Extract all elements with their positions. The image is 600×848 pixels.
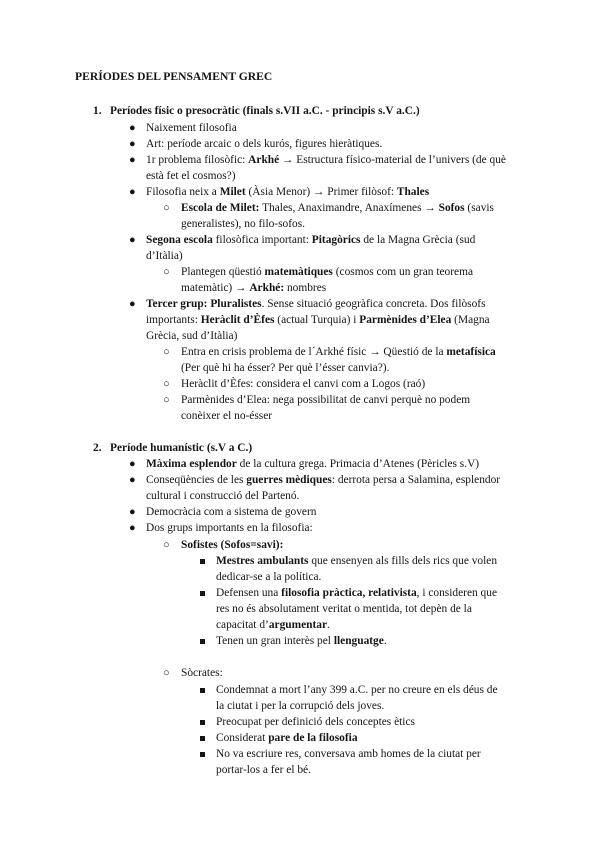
list-item-continuation: importants: Heràclit d’Èfes (actual Turquia) i Parmènides d’Elea (Magna — [146, 314, 490, 326]
bullet-dot: ● — [129, 138, 136, 150]
bullet-circle: ○ — [163, 667, 170, 679]
list-item: Segona escola filosòfica important: Pitagòrics de la Magna Grècia (sud — [146, 234, 476, 246]
list-item: Sòcrates: — [181, 667, 223, 679]
list-item: Sofistes (Sofos=savi): — [181, 539, 284, 551]
bullet-square — [200, 559, 205, 564]
list-item-continuation: generalistes), no filo-sofos. — [181, 218, 306, 230]
list-item: Dos grups importants en la filosofia: — [146, 522, 313, 534]
list-item: Mestres ambulants que ensenyen als fills dels rics que volen — [216, 555, 498, 567]
bullet-square — [200, 639, 205, 644]
list-item-continuation: (Per què hi ha ésser? Per què l’ésser canvia?). — [181, 362, 390, 374]
list-item: Conseqüències de les guerres mèdiques: derrota persa a Salamina, esplendor — [146, 474, 501, 486]
list-item: Democràcia com a sistema de govern — [146, 506, 317, 518]
bullet-circle: ○ — [163, 378, 170, 390]
list-item-continuation: matemàtic) → Arkhé: nombres — [181, 282, 327, 294]
list-item: 1r problema filosòfic: Arkhé → Estructura físico-material de l’univers (de què — [146, 154, 506, 166]
page-title: PERÍODES DEL PENSAMENT GREC — [75, 70, 273, 83]
list-item-continuation: la ciutat i per la corrupció dels joves. — [216, 700, 385, 712]
bullet-square — [200, 752, 205, 757]
section-2-number: 2. — [93, 442, 102, 454]
list-item: Plantegen qüestió matemàtiques (cosmos com un gran teorema — [181, 266, 473, 278]
bullet-dot: ● — [129, 122, 136, 134]
list-item: Defensen una filosofia pràctica, relativista, i consideren que — [216, 587, 497, 599]
bullet-circle: ○ — [163, 266, 170, 278]
list-item: Màxima esplendor de la cultura grega. Primacia d’Atenes (Pèricles s.V) — [146, 458, 480, 470]
list-item-continuation: està fet el cosmos?) — [146, 170, 236, 182]
list-item: Tenen un gran interès pel llenguatge. — [216, 635, 387, 647]
list-item-continuation: capacitat d’argumentar. — [216, 619, 330, 631]
bullet-dot: ● — [129, 522, 136, 534]
bullet-square — [200, 688, 205, 693]
bullet-dot: ● — [129, 506, 136, 518]
list-item: Filosofia neix a Milet (Àsia Menor) → Primer filòsof: Thales — [146, 186, 430, 198]
list-item-continuation: portar-los a fer el bé. — [216, 764, 311, 776]
bullet-dot: ● — [129, 186, 136, 198]
list-item: No va escriure res, conversava amb homes de la ciutat per — [216, 748, 481, 760]
bullet-circle: ○ — [163, 202, 170, 214]
section-1-number: 1. — [93, 105, 102, 117]
list-item-continuation: Grècia, sud d’Itàlia) — [146, 330, 238, 342]
bullet-square — [200, 736, 205, 741]
bullet-dot: ● — [129, 298, 136, 310]
bullet-dot: ● — [129, 154, 136, 166]
bullet-dot: ● — [129, 474, 136, 486]
bullet-circle: ○ — [163, 346, 170, 358]
list-item-continuation: dedicar-se a la política. — [216, 571, 322, 583]
list-item-continuation: cultural i construcció del Partenó. — [146, 490, 300, 502]
list-item: Tercer grup: Pluralistes. Sense situació geogràfica concreta. Dos filòsofs — [146, 298, 486, 310]
bullet-circle: ○ — [163, 539, 170, 551]
list-item-continuation: d’Itàlia) — [146, 250, 183, 262]
list-item: Naixement filosofia — [146, 122, 237, 134]
list-item: Heràclit d’Èfes: considera el canvi com a Logos (raó) — [181, 378, 426, 390]
list-item: Condemnat a mort l’any 399 a.C. per no creure en els déus de — [216, 684, 498, 696]
list-item: Parmènides d’Elea: nega possibilitat de canvi perquè no podem — [181, 394, 471, 406]
list-item-continuation: conèixer el no-ésser — [181, 410, 273, 422]
bullet-circle: ○ — [163, 394, 170, 406]
list-item: Entra en crisis problema de l´Arkhé físic → Qüestió de la metafísica — [181, 346, 496, 358]
list-item: Art: període arcaic o dels kurós, figures hieràtiques. — [146, 138, 383, 150]
list-item: Considerat pare de la filosofia — [216, 732, 358, 744]
list-item-continuation: res no és absolutament veritat o mentida, tot depèn de la — [216, 603, 472, 615]
bullet-square — [200, 591, 205, 596]
list-item: Preocupat per definició dels conceptes ètics — [216, 716, 415, 728]
section-2-heading: Període humanístic (s.V a C.) — [110, 442, 253, 454]
list-item: Escola de Milet: Thales, Anaximandre, Anaxímenes → Sofos (savis — [181, 202, 494, 214]
bullet-dot: ● — [129, 234, 136, 246]
bullet-square — [200, 720, 205, 725]
bullet-dot: ● — [129, 458, 136, 470]
section-1-heading: Períodes físic o presocràtic (finals s.VII a.C. - principis s.V a.C.) — [110, 105, 420, 117]
